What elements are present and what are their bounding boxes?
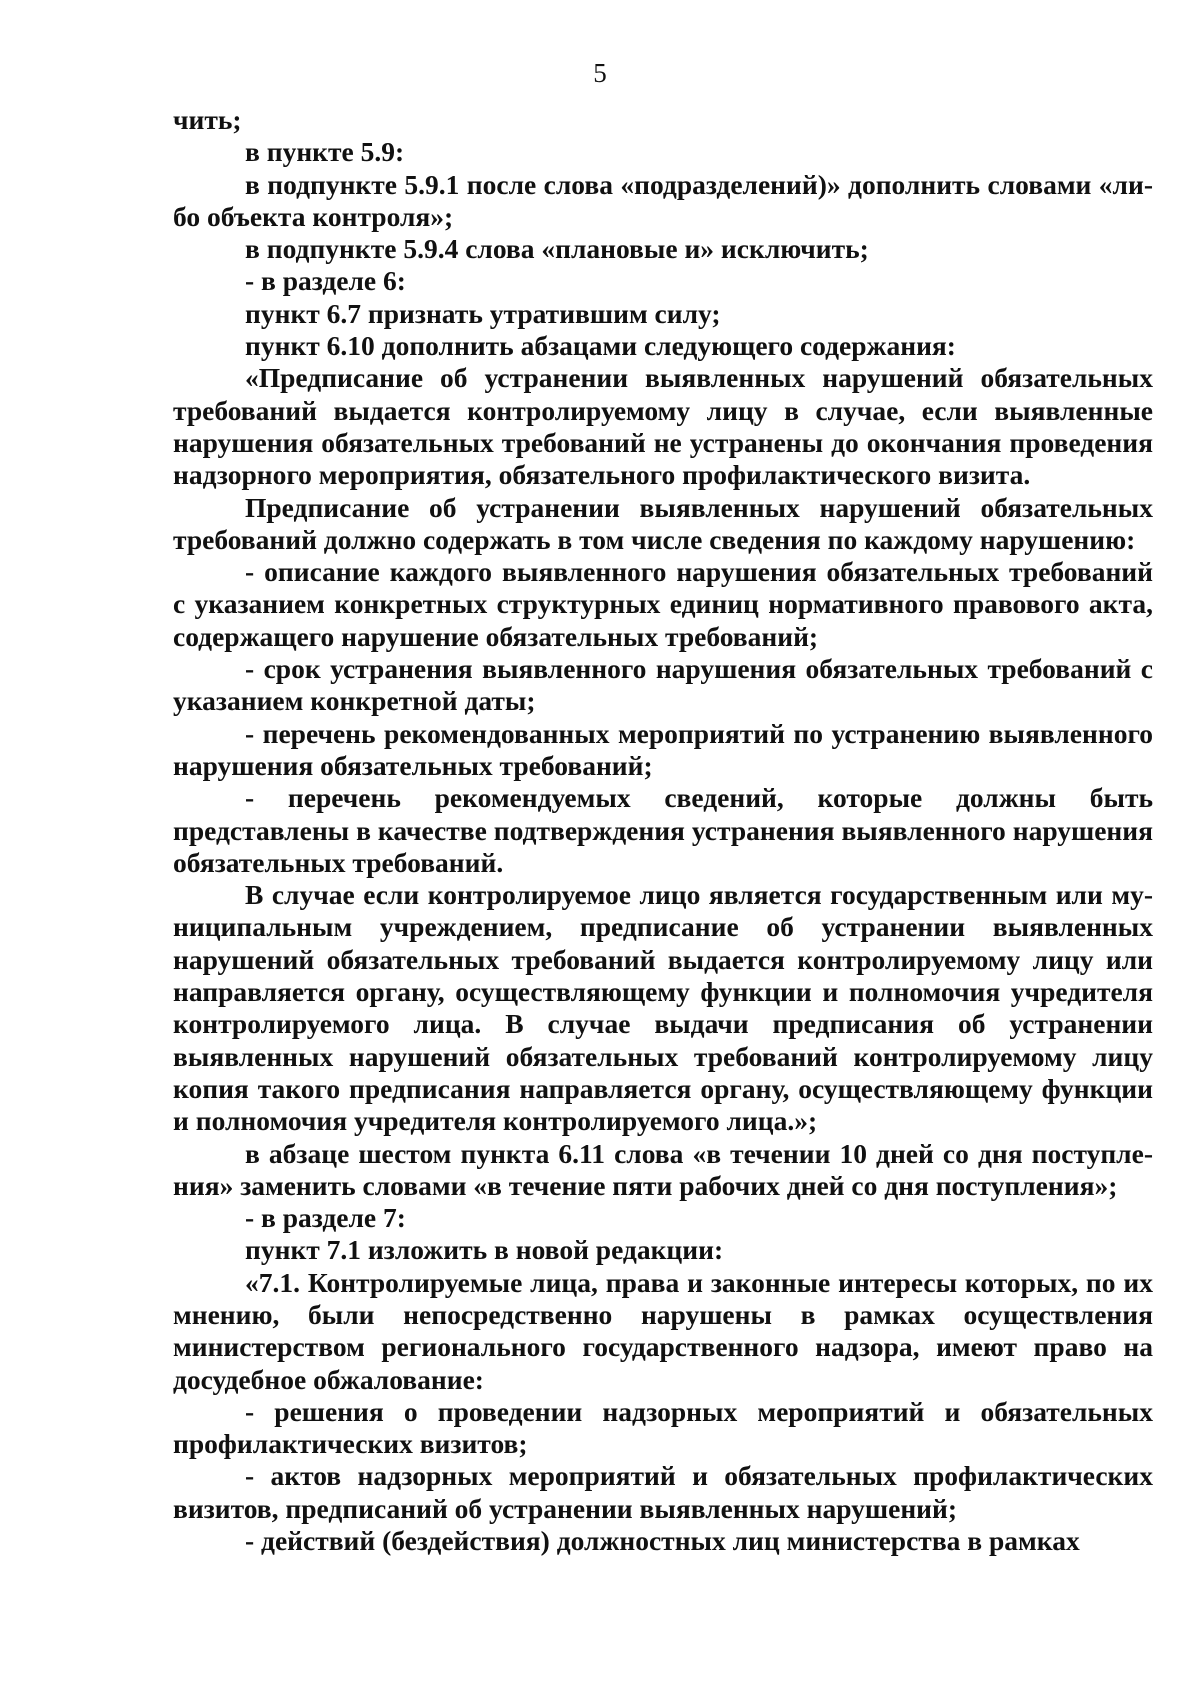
page-number: 5 — [593, 58, 607, 88]
paragraph: - в разделе 6: — [245, 265, 406, 297]
paragraph: в подпункте 5.9.1 после слова «подразделений)» дополнить словами «либо объекта контроля»; — [173, 168, 1153, 232]
document-body — [173, 104, 1153, 1557]
paragraph: «7.1. Контролируемые лица, права и законные интересы которых, по их мнению, были непосредственно нарушены в рамках осуществления министерством регионального государственного надзора, имеют право на досудебное обжалование: — [173, 1266, 1153, 1395]
list-item: - решения о проведении надзорных мероприятий и обязательных профилактических визитов; — [173, 1395, 1153, 1460]
list-item: - действий (бездействия) должностных лиц министерства в рамках — [245, 1525, 1080, 1557]
paragraph: в абзаце шестом пункта 6.11 слова «в течении 10 дней со дня поступления» заменить словами «в течение пяти рабочих дней со дня поступления»; — [173, 1137, 1153, 1201]
paragraph: Предписание об устранении выявленных нарушений обязательных требований должно содержать в том числе сведения по каждому нарушению: — [173, 491, 1153, 555]
paragraph: - в разделе 7: — [245, 1202, 406, 1234]
paragraph: пункт 6.7 признать утратившим силу; — [245, 297, 721, 329]
paragraph: В случае если контролируемое лицо является государственным или муниципальным учреждением, предписание об устранении выявленных нарушений обязательных требований выдается контролируемому лицу или направляется органу, осуществляющему функции и полномочия учредителя контролируемого лица. В случае выдачи предписания об устранении выявленных нарушений обязательных требований контролируемому лицу копия такого предписания направляется органу, осуществляющему функции и полномочия учредителя контролируемого лица.»; — [173, 879, 1153, 1137]
list-item: - срок устранения выявленного нарушения обязательных требований с указанием конкретной даты; — [173, 653, 1153, 717]
list-item: - описание каждого выявленного нарушения обязательных требований с указанием конкретных структурных единиц нормативного правового акта, содержащего нарушение обязательных требований; — [173, 556, 1153, 652]
paragraph: пункт 6.10 дополнить абзацами следующего содержания: — [245, 330, 956, 362]
paragraph: в пункте 5.9: — [245, 136, 405, 168]
list-item: - актов надзорных мероприятий и обязательных профилактических визитов, предписаний об устранении выявленных нарушений; — [173, 1460, 1153, 1524]
paragraph: пункт 7.1 изложить в новой редакции: — [245, 1234, 724, 1266]
list-item: - перечень рекомендованных мероприятий по устранению выявленного нарушения обязательных требований; — [173, 717, 1153, 781]
paragraph-continuation: чить; — [173, 104, 242, 135]
list-item: - перечень рекомендуемых сведений, которые должны быть представлены в качестве подтверждения устранения выявленного нарушения обязательных требований. — [173, 782, 1153, 878]
paragraph: в подпункте 5.9.4 слова «плановые и» исключить; — [245, 233, 869, 265]
paragraph: «Предписание об устранении выявленных нарушений обязательных требований выдается контролируемому лицу в случае, если выявленные нарушения обязательных требований не устранены до окончания проведения надзорного мероприятия, обязательного профилактического визита. — [173, 362, 1153, 491]
